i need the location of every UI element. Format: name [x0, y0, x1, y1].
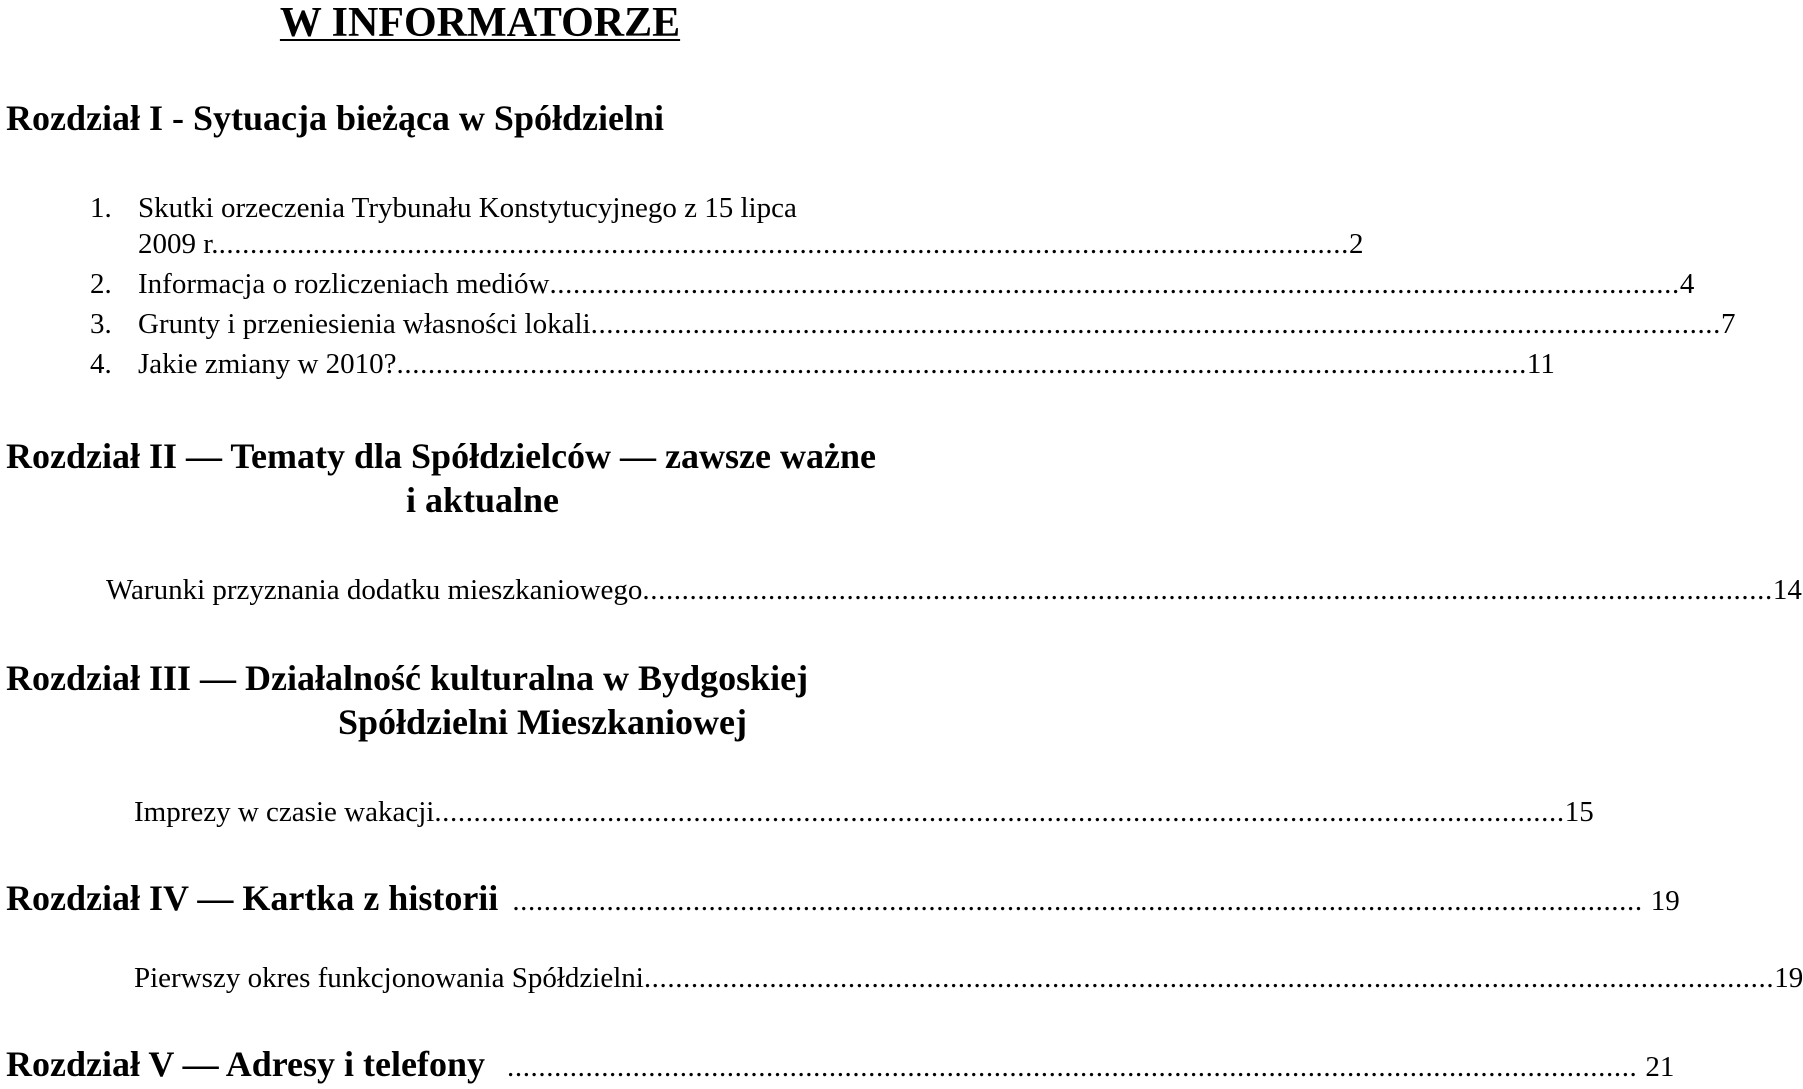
- dot-leader: ................................................................................................................................................: [434, 796, 1565, 828]
- toc-item-4[interactable]: [90, 346, 1555, 382]
- toc-item-3[interactable]: [90, 306, 1736, 342]
- dot-leader: ................................................................................................................................................: [512, 885, 1643, 917]
- toc-item-4-number: 4.: [90, 348, 112, 380]
- toc-item-3-page: 7: [1721, 308, 1736, 340]
- chapter-4-heading-row[interactable]: [6, 878, 1680, 919]
- toc-item-chapter-3-text: Imprezy w czasie wakacji: [134, 796, 435, 828]
- toc-item-1-number: 1.: [90, 192, 112, 224]
- toc-item-chapter-3-page: 15: [1564, 796, 1594, 828]
- toc-item-1-line2[interactable]: [138, 226, 1364, 262]
- toc-item-4-page: 11: [1526, 348, 1555, 380]
- chapter-3-heading-line1: Rozdział III — Działalność kulturalna w Bydgoskiej: [6, 658, 809, 698]
- dot-leader: ................................................................................................................................................: [642, 574, 1773, 606]
- toc-item-chapter-4-page: 19: [1774, 962, 1803, 994]
- chapter-4-heading: Rozdział IV — Kartka z historii: [6, 878, 499, 918]
- toc-item-chapter-4-text: Pierwszy okres funkcjonowania Spółdzielni: [134, 962, 644, 994]
- toc-item-4-text: Jakie zmiany w 2010?: [138, 348, 397, 380]
- chapter-5-heading: Rozdział V — Adresy i telefony: [6, 1044, 485, 1084]
- toc-item-2-page: 4: [1679, 268, 1695, 300]
- toc-item-2-number: 2.: [90, 268, 112, 300]
- toc-item-3-text: Grunty i przeniesienia własności lokali: [138, 308, 591, 340]
- toc-item-2[interactable]: [90, 266, 1695, 302]
- toc-item-1-text: Skutki orzeczenia Trybunału Konstytucyjnego z 15 lipca: [138, 192, 797, 224]
- dot-leader: ................................................................................................................................................: [218, 228, 1349, 260]
- chapter-2-heading-line2: i aktualne: [406, 480, 560, 520]
- chapter-5-page: 21: [1645, 1051, 1675, 1083]
- chapter-4-page: 19: [1650, 885, 1680, 917]
- toc-item-2-text: Informacja o rozliczeniach mediów: [138, 268, 550, 300]
- chapter-3-heading-line2: Spółdzielni Mieszkaniowej: [338, 702, 748, 742]
- dot-leader: ................................................................................................................................................: [590, 308, 1722, 340]
- toc-item-chapter-4[interactable]: [134, 960, 1803, 996]
- toc-item-1-text-cont: 2009 r.: [138, 228, 219, 260]
- toc-item-chapter-2-page: 14: [1772, 574, 1802, 606]
- dot-leader: ................................................................................................................................................: [507, 1051, 1638, 1083]
- chapter-5-heading-row[interactable]: [6, 1044, 1675, 1085]
- dot-leader: ................................................................................................................................................: [549, 268, 1680, 300]
- toc-item-1-line1: [90, 190, 797, 226]
- document-title: W INFORMATORZE: [279, 0, 681, 46]
- toc-item-3-number: 3.: [90, 308, 112, 340]
- toc-item-chapter-2-text: Warunki przyznania dodatku mieszkaniowego: [106, 574, 643, 606]
- toc-item-chapter-2[interactable]: [106, 572, 1802, 608]
- dot-leader: ................................................................................................................................................: [396, 348, 1527, 380]
- toc-item-1-page: 2: [1348, 228, 1364, 260]
- chapter-1-heading: Rozdział I - Sytuacja bieżąca w Spółdzielni: [6, 98, 664, 138]
- toc-item-chapter-3[interactable]: [134, 794, 1594, 830]
- dot-leader: ................................................................................................................................................: [643, 962, 1775, 994]
- chapter-2-heading-line1: Rozdział II — Tematy dla Spółdzielców — zawsze ważne: [6, 436, 876, 476]
